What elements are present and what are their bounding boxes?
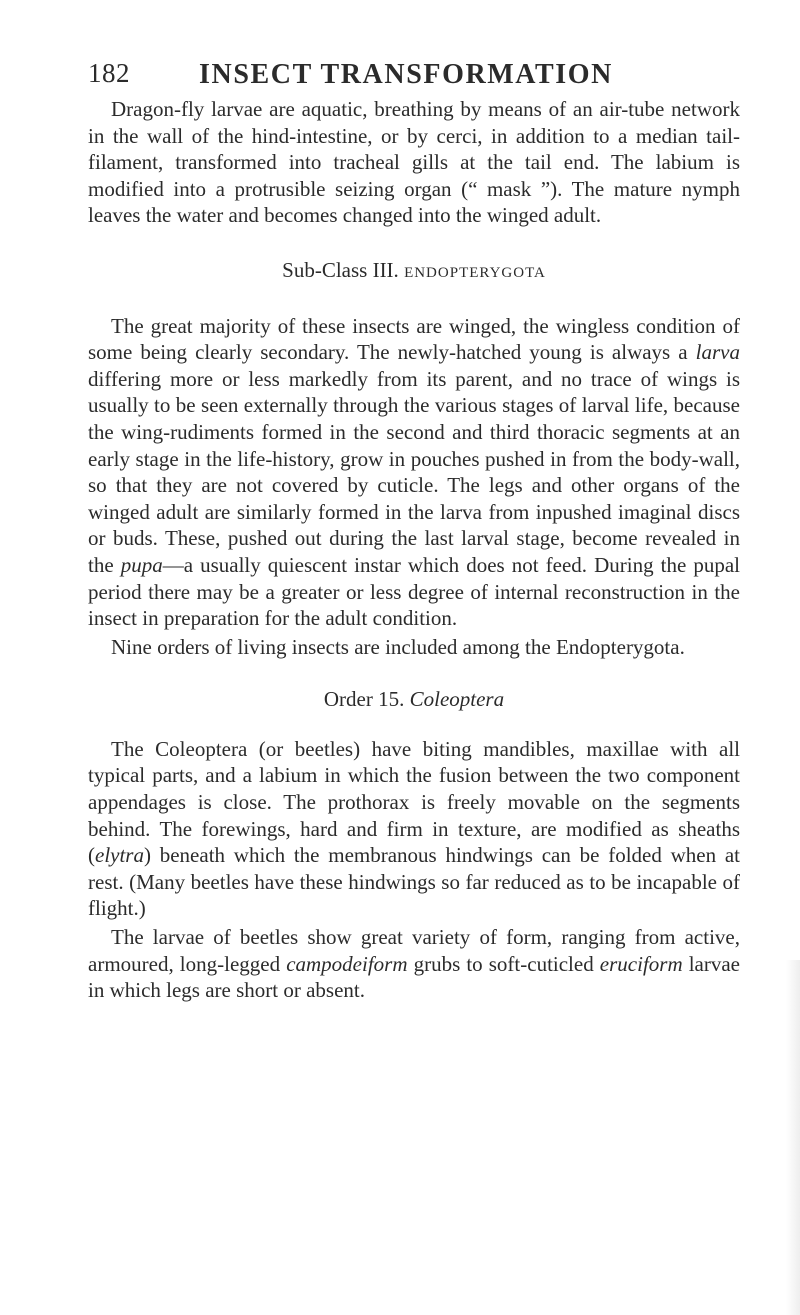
text-run: The Coleoptera (or beetles) have biting mandibles, maxillae with all typical parts, and a labium in which the fusion between the two component appendages is close. The prothorax is freely movable on the segments behind. The forewings, hard and firm in texture, are modified as sheaths (	[88, 736, 740, 868]
page-number: 182	[88, 58, 130, 88]
subclass-label: Sub-Class III.	[282, 257, 399, 282]
term-campodeiform: campodeiform	[286, 951, 408, 976]
subclass-heading	[88, 257, 740, 287]
text-run: larvae in which legs are short or absent.	[88, 951, 740, 1003]
term-pupa: pupa	[120, 552, 163, 577]
text-run: The larvae of beetles show great variety of form, ranging from active, armoured, long-legged	[88, 925, 740, 976]
body-text	[88, 96, 740, 1004]
paragraph-beetle-larvae	[88, 924, 740, 1004]
paragraph-nine-orders: Nine orders of living insects are included among the Endopterygota.	[111, 634, 685, 659]
text-run: differing more or less markedly from its parent, and no trace of wings is usually to be seen externally through the various stages of larval life, because the wing-rudiments formed in the second and third thoracic segments at an early stage in the life-history, grow in pouches pushed in from the body-wall, so that they are not covered by cuticle. The legs and other organs of the winged adult are similarly formed in the larva from inpushed imaginal discs or buds. These, pushed out during the last larval stage, become revealed in the	[88, 366, 740, 577]
paragraph-coleoptera	[88, 736, 740, 922]
order-label: Order 15.	[323, 687, 405, 712]
paragraph-dragonfly: Dragon-fly larvae are aquatic, breathing by means of an air-tube network in the wall of the hind-intestine, or by cerci, in addition to a median tail-filament, transformed into tracheal gills at the tail end. The labium is modified into a protrusible seizing organ (“ mask ”). The mature nymph leaves the water and becomes changed into the winged adult.	[88, 97, 740, 228]
subclass-name: ENDOPTERYGOTA	[404, 264, 546, 281]
order-heading	[88, 686, 740, 713]
order-name: Coleoptera	[409, 687, 505, 712]
text-run: ) beneath which the membranous hindwings can be folded when at rest. (Many beetles have these hindwings so far reduced as to be incapable of flight.)	[88, 843, 740, 921]
paragraph-endopterygota	[88, 313, 740, 632]
term-elytra: elytra	[95, 843, 144, 868]
text-run: —a usually quiescent instar which does not feed. During the pupal period there may be a greater or less degree of internal reconstruction in the insect in preparation for the adult condition.	[88, 552, 741, 631]
term-larva: larva	[695, 340, 740, 365]
page-edge-shadow	[786, 960, 800, 1315]
term-eruciform: eruciform	[599, 951, 683, 976]
text-run: The great majority of these insects are winged, the wingless condition of some being clearly secondary. The newly-hatched young is always a	[88, 313, 740, 365]
text-run: grubs to soft-cuticled	[407, 951, 600, 976]
running-title: INSECT TRANSFORMATION	[199, 59, 614, 90]
